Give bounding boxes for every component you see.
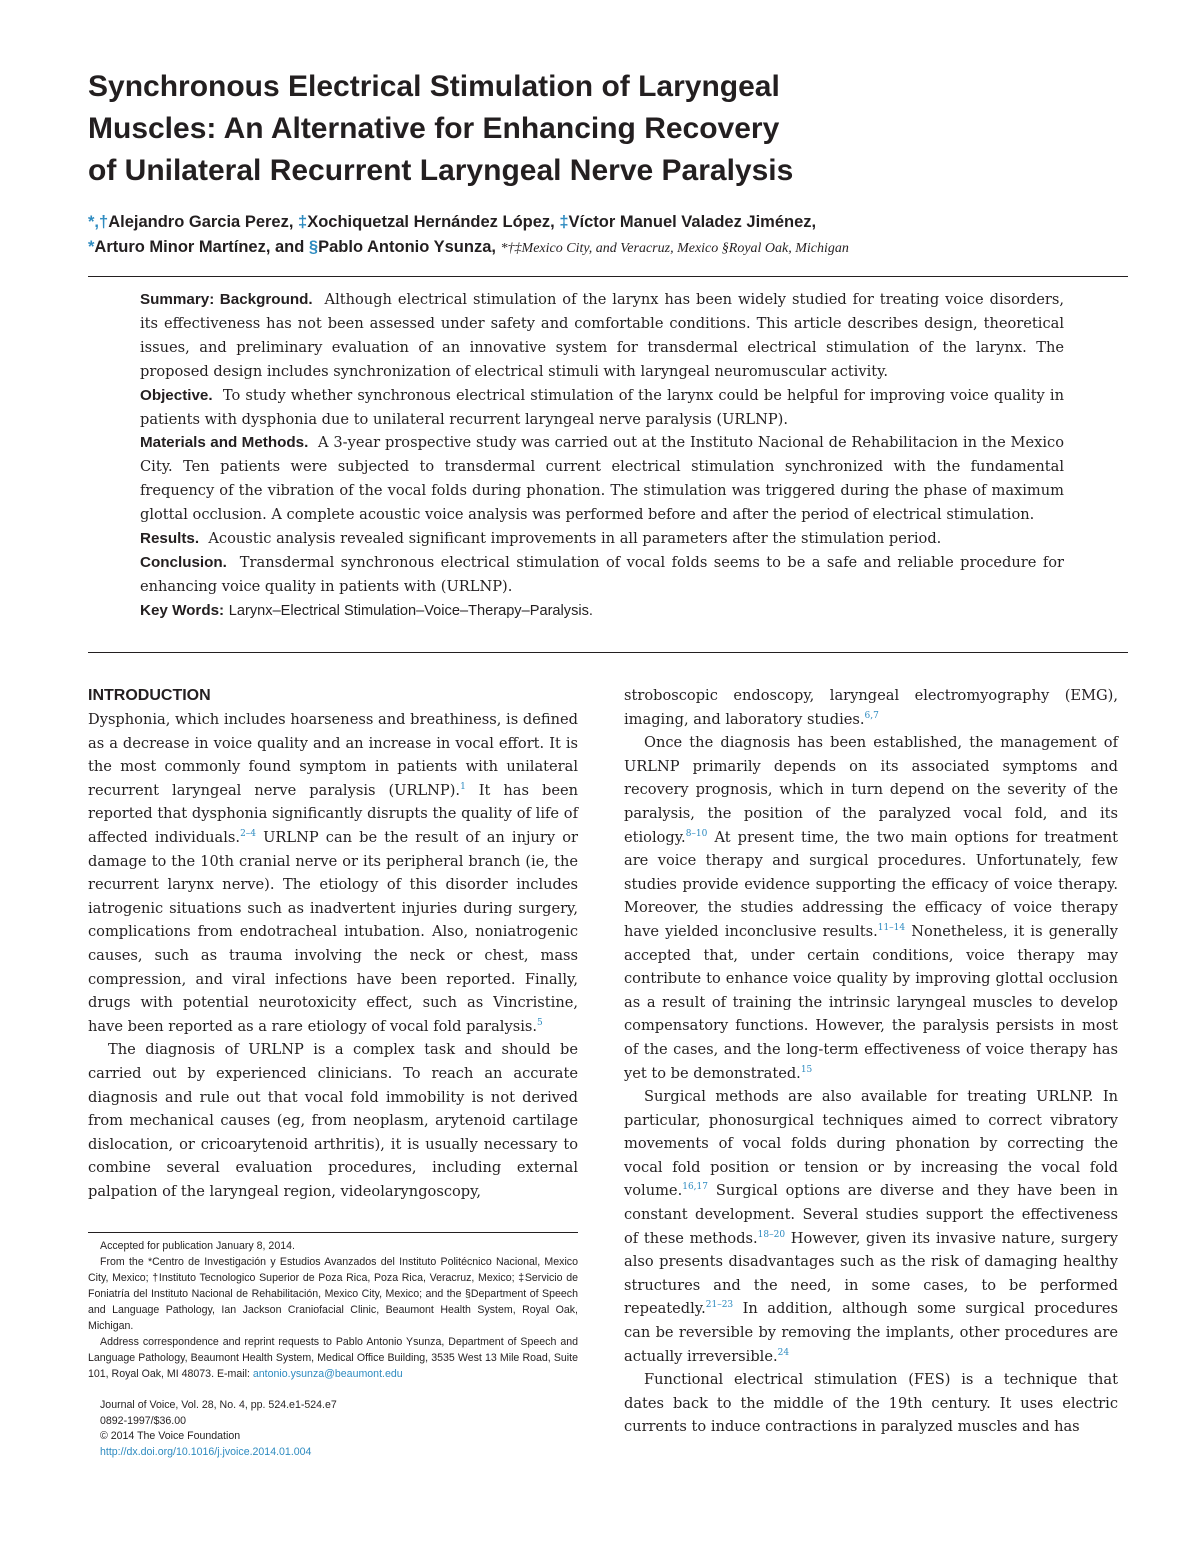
author-name: Xochiquetzal Hernández López, [307, 213, 560, 231]
journal-info [100, 1398, 578, 1460]
abstract-background [140, 288, 1064, 384]
footnote-divider [88, 1232, 578, 1233]
author-name: Arturo Minor Martínez, and [94, 238, 309, 256]
citation-link[interactable]: 16,17 [682, 1182, 708, 1193]
paragraph: The diagnosis of URLNP is a complex task and should be carried out by experienced clinicians. To reach an accurate diagnosis and rule out that vocal fold immobility is not derived from mechanical causes (eg, from neoplasm, arytenoid cartilage dislocation, or cricoarytenoid arthritis), it is usually necessary to combine several evaluation procedures, including external palpation of the laryngeal region, videolaryngoscopy, [88, 1041, 578, 1200]
citation-link[interactable]: 1 [460, 781, 466, 792]
abstract-divider [88, 652, 1128, 653]
affiliation-mark[interactable]: ‡ [559, 213, 569, 231]
affiliation-mark[interactable]: *,† [88, 213, 109, 231]
citation-link[interactable]: 8–10 [685, 828, 708, 839]
author-line-1 [88, 210, 1138, 235]
journal-copyright: © 2014 The Voice Foundation [100, 1430, 241, 1442]
paragraph-text: stroboscopic endoscopy, laryngeal electromyography (EMG), imaging, and laboratory studies. [624, 687, 1118, 728]
footnote-affiliations: From the *Centro de Investigación y Estudios Avanzados del Instituto Politécnico Nacional, Mexico City, Mexico; †Instituto Tecnologico Superior de Poza Rica, Poza Rica, Veracruz, Mexico; ‡Servicio de Foniatría del Instituto Nacional de Rehabilitación, Mexico City, Mexico; and the §Department of Speech and Language Pathology, Ian Jackson Craniofacial Clinic, Beaumont Health System, Royal Oak, Michigan. [88, 1256, 578, 1332]
affiliation-mark[interactable]: ‡ [298, 213, 308, 231]
footnote-accepted: Accepted for publication January 8, 2014. [100, 1240, 295, 1252]
section-heading: INTRODUCTION [88, 687, 211, 704]
abstract-conclusion [140, 551, 1064, 599]
paragraph-text: At present time, the two main options for treatment are voice therapy and surgical procedures. Unfortunately, few studies provide evidence supporting the efficacy of voice therapy. Moreover, the studies addressing the efficacy of voice therapy have yielded inconclusive results. [624, 828, 1118, 940]
abstract-heading: Objective. [140, 386, 213, 404]
citation-link[interactable]: 11–14 [877, 923, 906, 934]
paragraph: Functional electrical stimulation (FES) is a technique that dates back to the middle of the 19th century. It uses electric currents to induce contractions in paralyzed muscles and has [624, 1371, 1118, 1436]
title-line: Synchronous Electrical Stimulation of Laryngeal [88, 70, 780, 103]
abstract-text: To study whether synchronous electrical stimulation of the larynx could be helpful for improving voice quality in patients with dysphonia due to unilateral recurrent laryngeal nerve paralysis (URLNP). [140, 386, 1064, 428]
citation-link[interactable]: 24 [777, 1347, 790, 1358]
citation-link[interactable]: 5 [537, 1017, 543, 1028]
paragraph-text: Dysphonia, which includes hoarseness and breathiness, is defined as a decrease in voice quality and an increase in vocal effort. It is the most commonly found symptom in patients with unilateral recurrent laryngeal nerve paralysis (URLNP). [88, 711, 578, 799]
paragraph-text: It has been reported that dysphonia significantly disrupts the quality of life of affected individuals. [88, 781, 578, 846]
paragraph [88, 708, 578, 1038]
paragraph-text: In addition, although some surgical procedures can be reversible by removing the implants, other procedures are actually irreversible. [624, 1300, 1118, 1365]
footnote-address [88, 1334, 578, 1382]
affiliation-mark[interactable]: § [308, 238, 319, 256]
citation-link[interactable]: 2–4 [240, 829, 257, 840]
abstract [140, 288, 1064, 624]
author-name: Víctor Manuel Valadez Jiménez, [568, 213, 817, 231]
paragraph-text: Surgical options are diverse and they have been in constant development. Several studies support the effectiveness of these methods. [624, 1182, 1118, 1247]
abstract-heading: Summary: Background. [140, 291, 313, 308]
affiliation-mark[interactable]: * [88, 238, 95, 256]
abstract-text: Acoustic analysis revealed significant improvements in all parameters after the stimulation period. [208, 530, 942, 548]
paragraph-text: Nonetheless, it is generally accepted that, under certain conditions, voice therapy may contribute to enhance voice quality by improving glottal occlusion as a result of training the intrinsic laryngeal muscles to develop compensatory functions. However, the paralysis persists in most of the cases, and the long-term effectiveness of voice therapy has yet to be demonstrated. [624, 922, 1118, 1082]
author-list [88, 210, 1138, 261]
author-affiliation: *†‡Mexico City, and Veracruz, Mexico §Royal Oak, Michigan [500, 241, 849, 256]
journal-issn: 0892-1997/$36.00 [100, 1414, 187, 1427]
abstract-methods [140, 431, 1064, 527]
citation-link[interactable]: 21–23 [705, 1300, 734, 1311]
citation-link[interactable]: 15 [800, 1064, 813, 1075]
journal-citation: Journal of Voice, Vol. 28, No. 4, pp. 524.e1-524.e7 [100, 1399, 337, 1411]
abstract-heading: Conclusion. [140, 553, 227, 571]
doi-link[interactable]: http://dx.doi.org/10.1016/j.jvoice.2014.01.004 [100, 1445, 312, 1458]
citation-link[interactable]: 6,7 [864, 710, 879, 721]
citation-link[interactable]: 18–20 [757, 1229, 786, 1240]
header-divider [88, 276, 1128, 277]
email-link[interactable]: antonio.ysunza@beaumont.edu [252, 1368, 403, 1380]
abstract-heading: Materials and Methods. [140, 434, 309, 452]
abstract-text: A 3-year prospective study was carried out at the Instituto Nacional de Rehabilitacion in the Mexico City. Ten patients were subjected to transdermal current electrical stimulation synchronized with the fundamental frequency of the vibration of the vocal folds during phonation. The stimulation was triggered during the phase of maximum glottal occlusion. A complete acoustic voice analysis was performed before and after the period of electrical stimulation. [140, 434, 1064, 524]
paragraph [624, 684, 1118, 731]
title-line: Muscles: An Alternative for Enhancing Recovery [88, 112, 780, 145]
author-name: Pablo Antonio Ysunza, [318, 238, 501, 256]
article-title [88, 66, 1128, 192]
footnotes [88, 1238, 578, 1382]
abstract-text: Transdermal synchronous electrical stimulation of vocal folds seems to be a safe and reliable procedure for enhancing voice quality in patients with (URLNP). [140, 553, 1065, 595]
address-text: Address correspondence and reprint requests to Pablo Antonio Ysunza, Department of Speech and Language Pathology, Beaumont Health System, Medical Office Building, 3535 West 13 Mile Road, Suite 101, Royal Oak, MI 48073. E-mail: [88, 1336, 578, 1380]
title-line: of Unilateral Recurrent Laryngeal Nerve Paralysis [88, 154, 794, 187]
keywords-heading: Key Words: [140, 601, 225, 619]
paragraph [624, 1085, 1118, 1368]
paragraph [624, 731, 1118, 1085]
keywords-text: Larynx–Electrical Stimulation–Voice–Therapy–Paralysis. [228, 602, 593, 619]
paragraph-text: URLNP can be the result of an injury or damage to the 10th cranial nerve or its peripheral branch (ie, the recurrent larynx nerve). The etiology of this disorder includes iatrogenic situations such as inadvertent injuries during surgery, complications from endotracheal intubation. Also, noniatrogenic causes, such as trauma involving the neck or chest, mass compression, and viral infections have been reported. Finally, drugs with potential neurotoxicity effect, such as Vincristine, have been reported as a rare etiology of vocal fold paralysis. [88, 828, 578, 1035]
right-column [624, 684, 1118, 1439]
paragraph-text: Once the diagnosis has been established, the management of URLNP primarily depends on its associated symptoms and recovery prognosis, which in turn depend on the severity of the paralysis, the position of the paralyzed vocal fold, and its etiology. [624, 734, 1118, 846]
author-line-2 [88, 235, 1138, 261]
left-column [88, 684, 578, 1203]
author-name: Alejandro Garcia Perez, [108, 213, 299, 231]
abstract-keywords [140, 599, 1064, 624]
abstract-results [140, 527, 1064, 551]
abstract-text: Although electrical stimulation of the larynx has been widely studied for treating voice disorders, its effectiveness has not been assessed under safety and comfortable conditions. This article describes design, theoretical issues, and preliminary evaluation of an innovative system for transdermal electrical stimulation of the larynx. The proposed design includes synchronization of electrical stimuli with laryngeal neuromuscular activity. [140, 291, 1064, 380]
paragraph-text: However, given its invasive nature, surgery also presents disadvantages such as the risk of damaging healthy structures and the need, in some cases, to be performed repeatedly. [624, 1229, 1118, 1318]
abstract-objective [140, 384, 1064, 432]
abstract-heading: Results. [140, 530, 200, 548]
paragraph-text: Surgical methods are also available for treating URLNP. In particular, phonosurgical techniques aimed to correct vibratory movements of vocal folds during phonation by correcting the vocal fold position or tension or by increasing the vocal fold volume. [624, 1088, 1118, 1200]
